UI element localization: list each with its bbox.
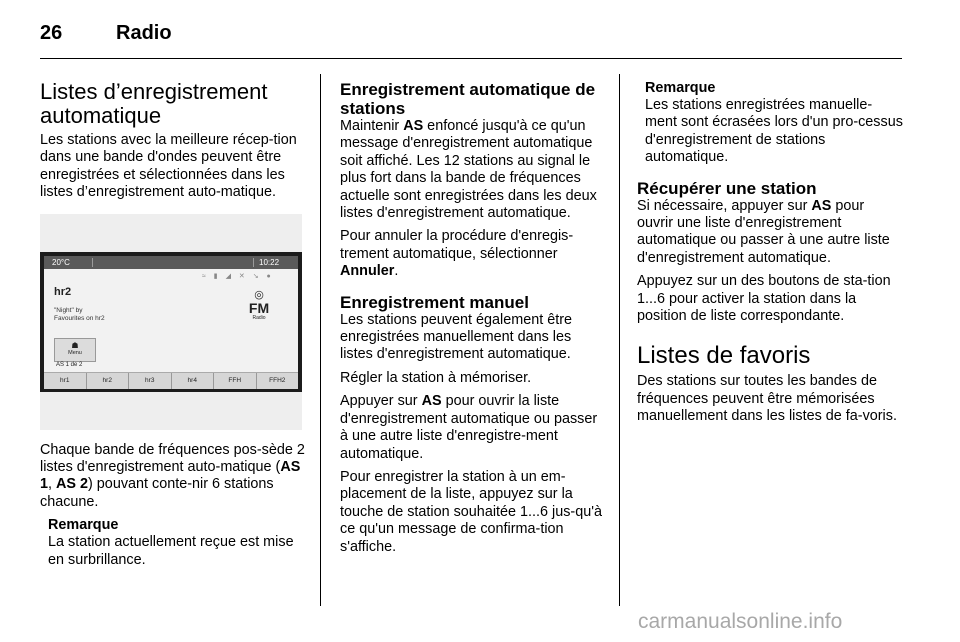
clock: 10:22 bbox=[259, 257, 280, 267]
display bbox=[44, 256, 298, 388]
heading-favourites: Listes de favoris bbox=[637, 342, 811, 370]
radio-text-line-2: Favourites on hr2 bbox=[54, 314, 105, 322]
band-sublabel: Radio bbox=[252, 314, 266, 321]
column-divider bbox=[320, 74, 321, 606]
note-title: Remarque bbox=[48, 517, 119, 534]
column-1 bbox=[40, 80, 306, 575]
column-2 bbox=[340, 80, 606, 562]
paragraph: Maintenir AS enfoncé jusqu'à ce qu'un message d'enregistrement automatique soit affiché. Les 12 stations au signal le plus fort dans la bande de fréquences actuelle sont enregistrées dans les deux listes d'enregistrement automatique. bbox=[340, 118, 597, 222]
preset-button: FFH bbox=[214, 373, 257, 389]
paragraph: Les stations avec la meilleure récep-tion dans une bande d'ondes peuvent être enregistrées et sélectionnées dans les listes d’enregistrement auto-matique. bbox=[40, 132, 297, 201]
page-number: 26 bbox=[40, 22, 63, 44]
display-bezel bbox=[40, 252, 302, 392]
watermark: carmanualsonline.info bbox=[638, 610, 843, 633]
radio-text-line-1: "Night" by bbox=[54, 306, 83, 314]
paragraph: Pour annuler la procédure d'enregis-trement automatique, sélectionner Annuler. bbox=[340, 228, 574, 280]
paragraph: Pour enregistrer la station à un em-placement de la liste, appuyez sur la touche de station souhaitée 1...6 jus-qu'à ce qu'un message de confirma-tion s'affiche. bbox=[340, 468, 602, 555]
status-icons: ≈ ▮ ◢ ✕ ↘ ● bbox=[202, 272, 274, 280]
preset-button: hr2 bbox=[87, 373, 130, 389]
antenna-icon: ◎ bbox=[254, 288, 264, 301]
note bbox=[48, 517, 306, 569]
temperature: 20°C bbox=[52, 257, 70, 267]
note-title: Remarque bbox=[645, 80, 716, 96]
paragraph: Des stations sur toutes les bandes de fréquences peuvent être mémorisées manuellement dans les listes de fa-voris. bbox=[637, 373, 897, 425]
header-rule bbox=[40, 58, 902, 59]
paragraph: Régler la station à mémoriser. bbox=[340, 369, 532, 386]
paragraph: Appuyer sur AS pour ouvrir la liste d'enregistrement automatique ou passer à une autre liste d'enregistre-ment automatique. bbox=[340, 393, 598, 462]
band-label: FM bbox=[248, 299, 270, 316]
preset-button: hr3 bbox=[129, 373, 172, 389]
divider bbox=[92, 258, 93, 267]
paragraph: Appuyez sur un des boutons de sta-tion 1...6 pour activer la station dans la position de liste correspondante. bbox=[637, 273, 891, 325]
preset-button: FFH2 bbox=[269, 376, 286, 384]
station-name: hr2 bbox=[54, 285, 72, 298]
radio-screen-illustration bbox=[40, 214, 302, 430]
section-title: Radio bbox=[116, 22, 172, 44]
preset-button: hr1 bbox=[44, 373, 87, 389]
heading-auto-store-stations: Enregistrement automatique de stations bbox=[340, 80, 596, 118]
heading-manual-store: Enregistrement manuel bbox=[340, 292, 529, 312]
heading-recall-station: Récupérer une station bbox=[637, 178, 817, 198]
note-text: Les stations enregistrées manuelle-ment sont écrasées lors d'un pro-cessus d'enregistrement de stations automatique. bbox=[645, 97, 903, 166]
menu-button bbox=[54, 338, 96, 362]
preset-button: hr4 bbox=[172, 373, 215, 389]
note-text: La station actuellement reçue est mise en surbrillance. bbox=[48, 534, 294, 568]
as-list-indicator: AS 1 de 2 bbox=[56, 361, 83, 368]
divider bbox=[253, 258, 254, 267]
band-indicator bbox=[244, 290, 274, 321]
status-bar bbox=[44, 256, 298, 269]
note bbox=[645, 80, 903, 167]
menu-icon: ☗ bbox=[71, 340, 79, 350]
preset-bar bbox=[44, 372, 298, 389]
paragraph: Chaque bande de fréquences pos-sède 2 listes d'enregistrement auto-matique (AS 1, AS 2) pouvant conte-nir 6 stations chacune. bbox=[40, 441, 305, 510]
column-divider bbox=[619, 74, 620, 606]
heading-auto-store-lists: Listes d’enregistrement automatique bbox=[40, 79, 268, 128]
page-header bbox=[40, 22, 172, 45]
column-3 bbox=[637, 80, 903, 432]
paragraph: Si nécessaire, appuyer sur AS pour ouvrir une liste d'enregistrement automatique ou passer à une autre liste d'enregistrement automatique. bbox=[637, 197, 890, 266]
menu-label: Menu bbox=[68, 349, 82, 356]
paragraph: Les stations peuvent également être enregistrées manuellement dans les listes d'enregistrement automatique. bbox=[340, 311, 572, 363]
